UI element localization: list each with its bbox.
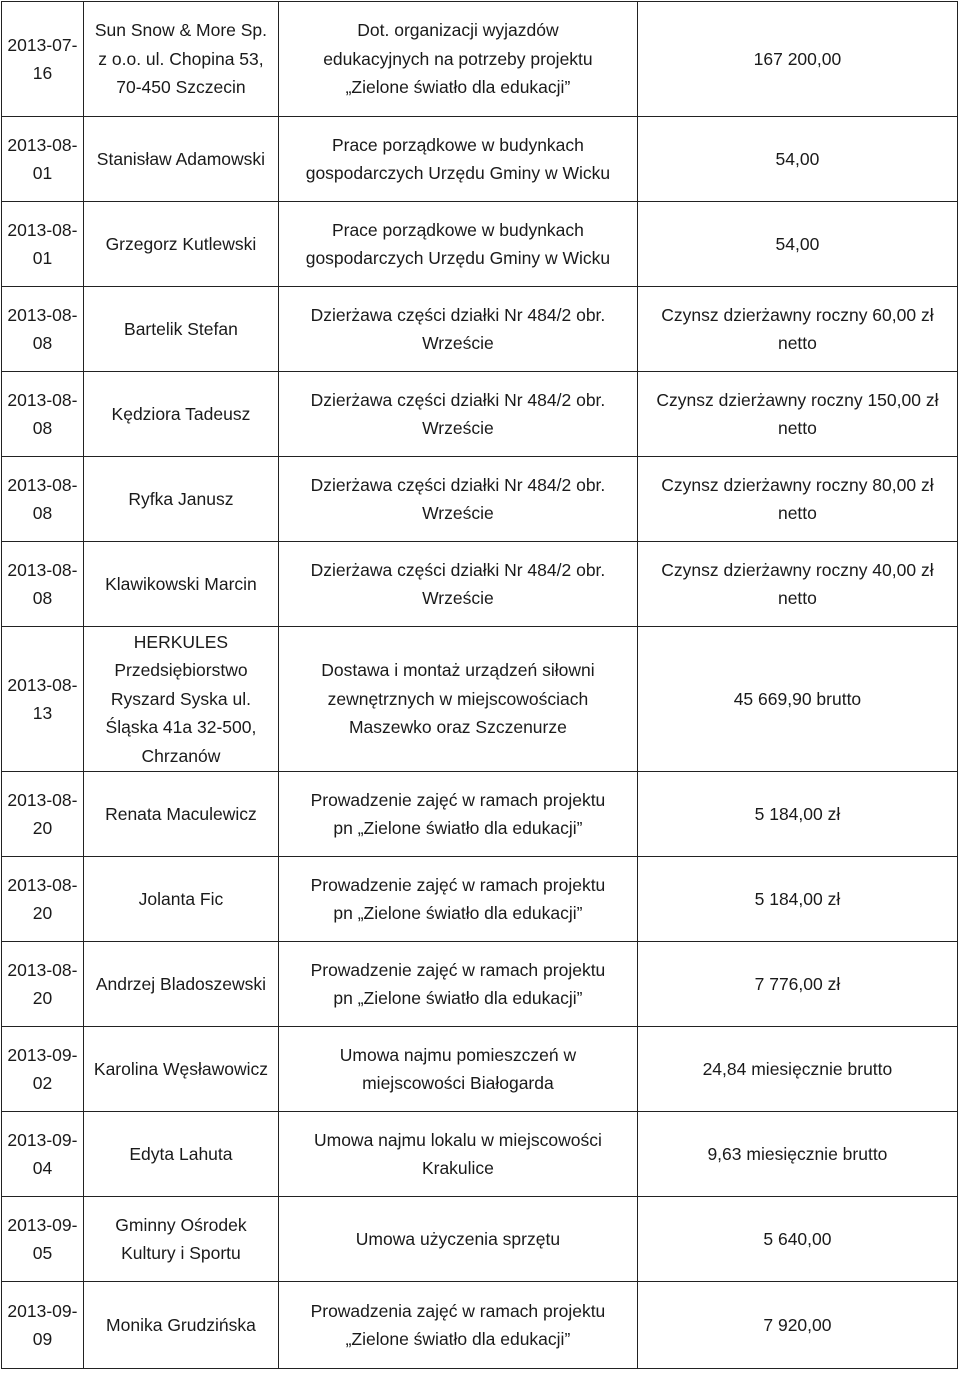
description-cell <box>278 772 637 857</box>
amount-cell-line: netto <box>777 418 817 438</box>
contractor-cell <box>83 627 278 772</box>
amount-cell-line: 5 184,00 zł <box>754 888 841 909</box>
date-cell-line: 08 <box>32 588 53 608</box>
table-row <box>2 2 958 117</box>
table-row <box>2 857 958 942</box>
date-cell-line: 2013-08- <box>7 674 78 695</box>
contractor-cell-line: Kędziora Tadeusz <box>111 403 251 424</box>
description-cell <box>278 457 637 542</box>
date-cell <box>2 627 84 772</box>
date-cell-line: 2013-08- <box>7 389 78 410</box>
table-row <box>2 457 958 542</box>
amount-cell <box>637 942 957 1027</box>
date-cell <box>2 117 84 202</box>
date-cell-line: 20 <box>32 988 53 1008</box>
description-cell-line: Prowadzenie zajęć w ramach projektu <box>310 789 606 810</box>
description-cell-line: Maszewko oraz Szczenurze <box>348 717 567 738</box>
date-cell <box>2 942 84 1027</box>
contractor-cell-line: Andrzej Bladoszewski <box>95 973 267 994</box>
description-cell-line: Dzierżawa części działki Nr 484/2 obr. <box>310 389 606 410</box>
date-cell-line: 08 <box>32 503 53 523</box>
description-cell-line: Krakulice <box>421 1158 494 1178</box>
description-cell <box>278 117 637 202</box>
date-cell-line: 01 <box>32 163 53 183</box>
table-row <box>2 1197 958 1282</box>
description-cell-line: pn „Zielone światło dla edukacji” <box>333 988 583 1008</box>
description-cell-line: „Zielone światło dla edukacji” <box>345 77 571 98</box>
contractor-cell-line: z o.o. ul. Chopina 53, <box>98 48 264 69</box>
amount-cell-line: 45 669,90 brutto <box>733 688 862 709</box>
table-row <box>2 117 958 202</box>
amount-cell <box>637 857 957 942</box>
date-cell-line: 2013-08- <box>7 559 78 580</box>
description-cell <box>278 1197 637 1282</box>
contractor-cell <box>83 542 278 627</box>
contractor-cell-line: Klawikowski Marcin <box>105 573 257 594</box>
amount-cell <box>637 202 957 287</box>
amount-cell <box>637 542 957 627</box>
table-row <box>2 772 958 857</box>
date-cell <box>2 372 84 457</box>
contractor-cell-line: Monika Grudzińska <box>106 1314 256 1335</box>
amount-cell <box>637 1197 957 1282</box>
contractor-cell-line: Sun Snow & More Sp. <box>94 20 268 41</box>
description-cell-line: gospodarczych Urzędu Gminy w Wicku <box>305 248 611 268</box>
description-cell-line: Wrzeście <box>422 333 494 353</box>
description-cell <box>278 627 637 772</box>
description-cell <box>278 942 637 1027</box>
table-row <box>2 542 958 627</box>
contractor-cell-line: Karolina Węsławowicz <box>93 1058 268 1079</box>
description-cell-line: „Zielone światło dla edukacji” <box>345 1329 571 1349</box>
amount-cell <box>637 772 957 857</box>
contracts-table-body <box>2 2 958 1369</box>
description-cell-line: Umowa najmu pomieszczeń w <box>339 1044 577 1065</box>
description-cell <box>278 372 637 457</box>
description-cell-line: Prowadzenia zajęć w ramach projektu <box>310 1300 606 1321</box>
date-cell-line: 09 <box>32 1329 53 1349</box>
contractor-cell-line: Przedsiębiorstwo <box>114 660 248 681</box>
contractor-cell <box>83 857 278 942</box>
contractor-cell <box>83 117 278 202</box>
amount-cell-line: Czynsz dzierżawny roczny 60,00 zł <box>661 304 934 325</box>
amount-cell-line: 7 920,00 <box>763 1314 832 1335</box>
date-cell-line: 2013-08- <box>7 219 78 240</box>
date-cell <box>2 772 84 857</box>
description-cell <box>278 1027 637 1112</box>
date-cell-line: 2013-09- <box>7 1300 78 1321</box>
amount-cell-line: 24,84 miesięcznie brutto <box>702 1058 893 1079</box>
contractor-cell-line: Gminny Ośrodek <box>115 1214 247 1235</box>
description-cell-line: Dzierżawa części działki Nr 484/2 obr. <box>310 304 606 325</box>
description-cell-line: gospodarczych Urzędu Gminy w Wicku <box>305 163 611 183</box>
date-cell-line: 2013-09- <box>7 1044 78 1065</box>
date-cell <box>2 1027 84 1112</box>
amount-cell-line: 167 200,00 <box>753 48 842 69</box>
contractor-cell-line: Jolanta Fic <box>138 888 224 909</box>
amount-cell <box>637 287 957 372</box>
description-cell-line: pn „Zielone światło dla edukacji” <box>333 903 583 923</box>
date-cell-line: 08 <box>32 333 53 353</box>
contractor-cell <box>83 942 278 1027</box>
date-cell <box>2 1282 84 1369</box>
date-cell-line: 2013-07- <box>7 34 78 55</box>
description-cell-line: Dzierżawa części działki Nr 484/2 obr. <box>310 474 606 495</box>
date-cell <box>2 2 84 117</box>
date-cell-line: 16 <box>32 63 53 83</box>
date-cell <box>2 202 84 287</box>
date-cell <box>2 1197 84 1282</box>
amount-cell-line: 7 776,00 zł <box>754 973 841 994</box>
contractor-cell-line: Ryfka Janusz <box>128 488 234 509</box>
amount-cell <box>637 372 957 457</box>
date-cell-line: 2013-09- <box>7 1214 78 1235</box>
contractor-cell-line: Chrzanów <box>141 745 221 766</box>
table-row <box>2 287 958 372</box>
amount-cell <box>637 117 957 202</box>
description-cell-line: Umowa najmu lokalu w miejscowości <box>313 1129 602 1150</box>
contractor-cell <box>83 772 278 857</box>
date-cell-line: 2013-08- <box>7 959 78 980</box>
amount-cell <box>637 627 957 772</box>
description-cell-line: pn „Zielone światło dla edukacji” <box>333 818 583 838</box>
description-cell-line: Wrzeście <box>422 418 494 438</box>
contractor-cell-line: Grzegorz Kutlewski <box>105 233 257 254</box>
table-row <box>2 202 958 287</box>
contractor-cell <box>83 1197 278 1282</box>
contractor-cell <box>83 287 278 372</box>
date-cell <box>2 457 84 542</box>
description-cell-line: Dot. organizacji wyjazdów <box>357 20 559 41</box>
description-cell-line: miejscowości Białogarda <box>362 1073 554 1093</box>
contractor-cell <box>83 1282 278 1369</box>
date-cell <box>2 542 84 627</box>
description-cell-line: Wrzeście <box>422 588 494 608</box>
amount-cell-line: 54,00 <box>775 148 820 169</box>
description-cell-line: zewnętrznych w miejscowościach <box>327 688 589 709</box>
table-row <box>2 372 958 457</box>
amount-cell-line: 5 640,00 <box>763 1228 832 1249</box>
description-cell <box>278 1112 637 1197</box>
table-row <box>2 942 958 1027</box>
amount-cell-line: netto <box>777 503 817 523</box>
date-cell-line: 02 <box>32 1073 53 1093</box>
description-cell <box>278 287 637 372</box>
contractor-cell <box>83 202 278 287</box>
description-cell <box>278 857 637 942</box>
contractor-cell <box>83 2 278 117</box>
date-cell-line: 08 <box>32 418 53 438</box>
description-cell <box>278 202 637 287</box>
date-cell-line: 2013-08- <box>7 874 78 895</box>
contracts-table <box>1 1 958 1369</box>
contractor-cell <box>83 1112 278 1197</box>
table-row <box>2 627 958 772</box>
date-cell-line: 2013-08- <box>7 304 78 325</box>
description-cell-line: Dostawa i montaż urządzeń siłowni <box>321 660 595 681</box>
contractor-cell <box>83 457 278 542</box>
contractor-cell-line: 70-450 Szczecin <box>116 77 246 98</box>
amount-cell <box>637 1112 957 1197</box>
date-cell-line: 20 <box>32 818 53 838</box>
description-cell <box>278 1282 637 1369</box>
date-cell-line: 2013-08- <box>7 789 78 810</box>
contractor-cell-line: Edyta Lahuta <box>129 1143 233 1164</box>
amount-cell <box>637 457 957 542</box>
contractor-cell-line: Śląska 41a 32-500, <box>105 717 257 738</box>
amount-cell-line: 9,63 miesięcznie brutto <box>707 1143 888 1164</box>
description-cell-line: Umowa użyczenia sprzętu <box>355 1228 561 1249</box>
date-cell-line: 01 <box>32 248 53 268</box>
date-cell <box>2 1112 84 1197</box>
description-cell <box>278 2 637 117</box>
amount-cell <box>637 1282 957 1369</box>
amount-cell <box>637 2 957 117</box>
description-cell-line: Prowadzenie zajęć w ramach projektu <box>310 959 606 980</box>
date-cell <box>2 857 84 942</box>
contractor-cell-line: Stanisław Adamowski <box>96 148 266 169</box>
date-cell-line: 05 <box>32 1243 53 1263</box>
amount-cell-line: 54,00 <box>775 233 820 254</box>
amount-cell-line: Czynsz dzierżawny roczny 80,00 zł <box>661 474 934 495</box>
description-cell-line: edukacyjnych na potrzeby projektu <box>323 48 593 69</box>
amount-cell-line: netto <box>777 588 817 608</box>
date-cell-line: 20 <box>32 903 53 923</box>
contractor-cell-line: Renata Maculewicz <box>105 803 257 824</box>
description-cell-line: Prace porządkowe w budynkach <box>331 219 584 240</box>
date-cell-line: 2013-08- <box>7 474 78 495</box>
description-cell <box>278 542 637 627</box>
date-cell-line: 04 <box>32 1158 53 1178</box>
contractor-cell-line: HERKULES <box>133 631 229 652</box>
date-cell-line: 2013-08- <box>7 134 78 155</box>
contractor-cell-line: Ryszard Syska ul. <box>110 688 251 709</box>
date-cell-line: 13 <box>32 703 53 723</box>
description-cell-line: Dzierżawa części działki Nr 484/2 obr. <box>310 559 606 580</box>
amount-cell <box>637 1027 957 1112</box>
description-cell-line: Prowadzenie zajęć w ramach projektu <box>310 874 606 895</box>
table-row <box>2 1282 958 1369</box>
amount-cell-line: Czynsz dzierżawny roczny 40,00 zł <box>661 559 934 580</box>
date-cell <box>2 287 84 372</box>
contractor-cell <box>83 1027 278 1112</box>
description-cell-line: Prace porządkowe w budynkach <box>331 134 584 155</box>
amount-cell-line: 5 184,00 zł <box>754 803 841 824</box>
table-row <box>2 1112 958 1197</box>
amount-cell-line: netto <box>777 333 817 353</box>
date-cell-line: 2013-09- <box>7 1129 78 1150</box>
amount-cell-line: Czynsz dzierżawny roczny 150,00 zł <box>656 389 939 410</box>
contractor-cell <box>83 372 278 457</box>
contractor-cell-line: Bartelik Stefan <box>124 318 238 339</box>
contractor-cell-line: Kultury i Sportu <box>121 1243 241 1263</box>
table-row <box>2 1027 958 1112</box>
description-cell-line: Wrzeście <box>422 503 494 523</box>
